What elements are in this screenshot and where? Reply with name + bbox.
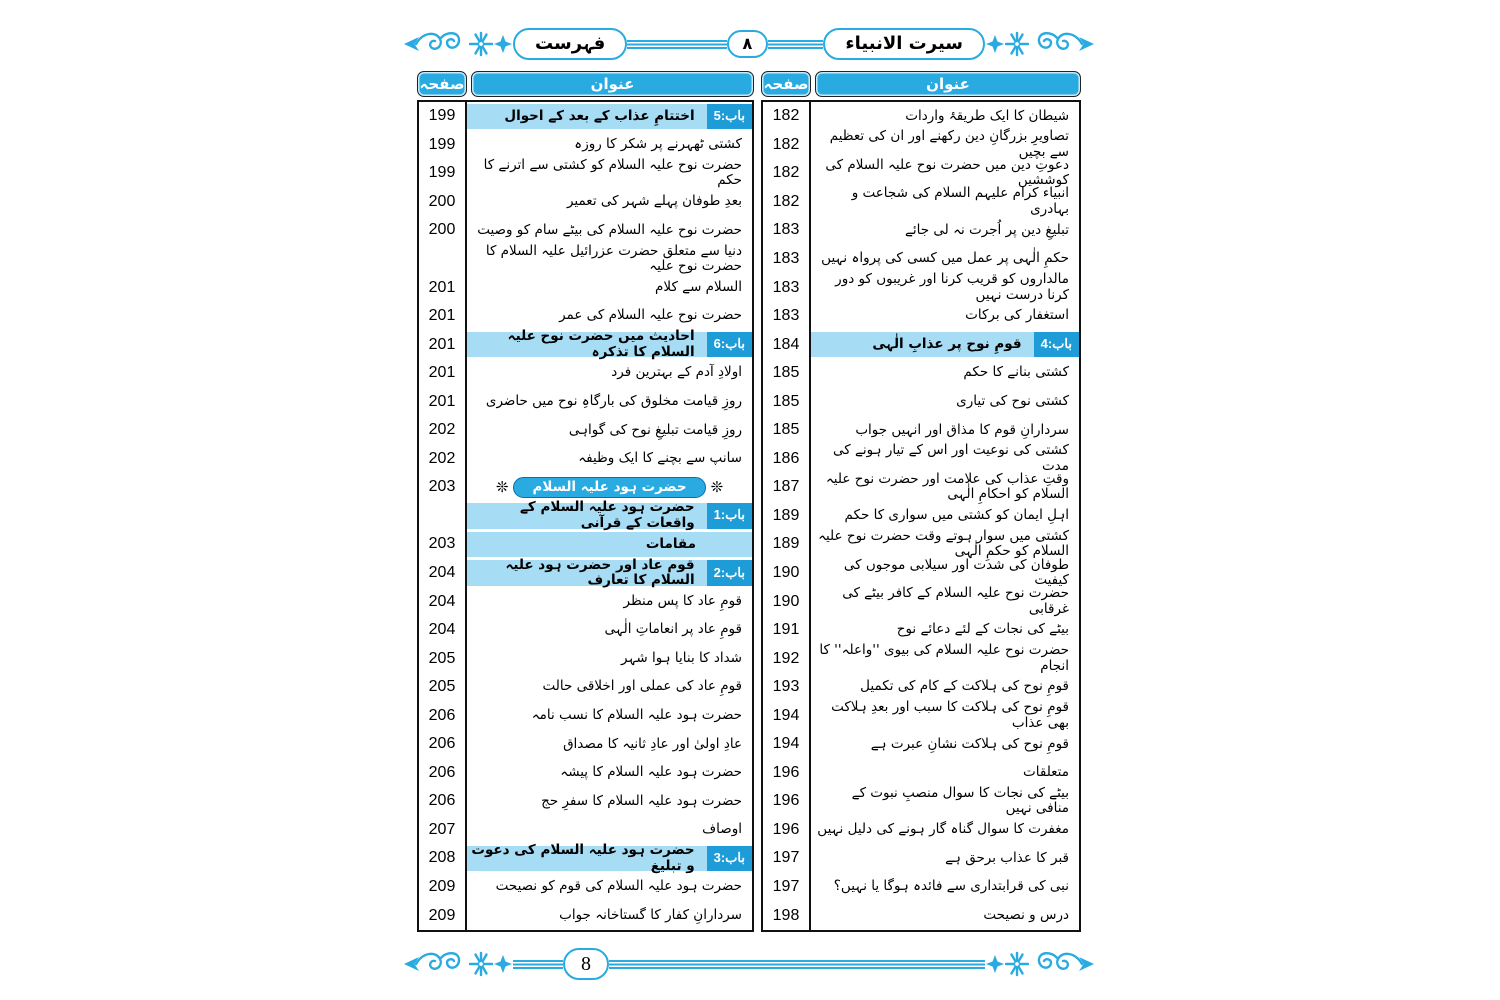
toc-row	[763, 616, 1079, 645]
entry-title: سردارانِ قوم کا مذاق اور انہیں جواب	[855, 421, 1069, 438]
entry-title: اوصاف	[702, 821, 742, 838]
entry-title: کشتی بنانے کا حکم	[963, 364, 1069, 381]
entry-title-cell	[467, 841, 752, 874]
entry-title: عادِ اولیٰ اور عادِ ثانیہ کا مصداق	[563, 735, 742, 752]
toc-columns	[417, 71, 1081, 932]
toc-row	[763, 416, 1079, 445]
entry-title: روزِ قیامت مخلوق کی بارگاہِ نوح میں حاضری	[485, 392, 742, 409]
toc-row	[419, 216, 752, 245]
page-number: 201	[419, 302, 467, 331]
entry-title-cell	[811, 302, 1079, 331]
toc-row	[419, 873, 752, 902]
entry-title-cell	[467, 873, 752, 902]
page-number: 183	[763, 216, 811, 245]
entry-title: قومِ عاد کی عملی اور اخلاقی حالت	[542, 678, 742, 695]
chapter-label: باب:1	[707, 503, 752, 529]
toc-row	[419, 242, 752, 275]
toc-row	[763, 470, 1079, 503]
entry-title: شیطان کا ایک طریقۂ واردات	[905, 107, 1069, 124]
page-number: 205	[419, 644, 467, 673]
chapter-label: باب:5	[707, 104, 752, 130]
toc-row	[419, 787, 752, 816]
page-number: 183	[763, 245, 811, 274]
page-column-header: صفحہ	[417, 71, 467, 97]
toc-row	[763, 502, 1079, 531]
entry-title: مالداروں کو قریب کرنا اور غریبوں کو دور کرنا درست نہیں	[835, 271, 1069, 303]
page-number: 204	[419, 587, 467, 616]
toc-row	[419, 387, 752, 416]
page-number: 184	[763, 330, 811, 359]
entry-title: کشتی ٹھہرنے پر شکر کا روزہ	[574, 136, 742, 153]
toc-row	[419, 499, 752, 531]
entry-title: حضرت ہود علیہ السلام کی قوم کو نصیحت	[495, 878, 742, 895]
entry-title: حضرت نوح علیہ السلام کی بیوی ''واعلہ'' کا انجام	[819, 642, 1069, 674]
title-column-header: عنوان	[815, 71, 1081, 97]
entry-title-cell	[467, 387, 752, 416]
entry-title: حضرت نوح علیہ السلام کی عمر	[559, 307, 742, 324]
toc-row	[763, 128, 1079, 160]
toc-row	[763, 330, 1079, 359]
page-number: 201	[419, 359, 467, 388]
left-column-headers	[417, 71, 754, 97]
toc-row	[763, 587, 1079, 616]
vine-flourish-icon	[403, 28, 513, 60]
entry-title: نبی کی قرابتداری سے فائدہ ہوگا یا نہیں؟	[833, 878, 1069, 895]
entry-title-cell	[467, 156, 752, 189]
entry-title: حکمِ الٰہی پر عمل میں کسی کی پرواہ نہیں	[821, 250, 1069, 267]
entry-title-cell	[811, 556, 1079, 589]
toc-row	[419, 556, 752, 589]
entry-title: احادیث میں حضرت نوح علیہ السلام کا تذکرہ	[507, 328, 695, 360]
page-number: 182	[763, 131, 811, 160]
page-number: 200	[419, 216, 467, 245]
page-number: 200	[419, 188, 467, 217]
entry-title-cell	[467, 673, 752, 702]
entry-title: کشتی کی نوعیت اور اس کے تیار ہونے کی مدت	[833, 442, 1069, 474]
toc-row	[419, 816, 752, 845]
toc-row	[419, 131, 752, 160]
page-number: 197	[763, 873, 811, 902]
page-number: 203	[419, 473, 467, 502]
entry-title: سانپ سے بچنے کا ایک وظیفہ	[578, 450, 742, 467]
page-number: 186	[763, 445, 811, 474]
page-number: 182	[763, 102, 811, 131]
entry-title: سردارانِ کفار کا گستاخانہ جواب	[559, 906, 742, 923]
entry-title-cell	[811, 587, 1079, 616]
toc-row	[419, 587, 752, 616]
entry-title: متعلقات	[1023, 764, 1069, 781]
page-number: 209	[419, 873, 467, 902]
entry-title-cell	[811, 442, 1079, 474]
left-rows	[417, 100, 754, 932]
toc-row	[419, 673, 752, 702]
entry-title-cell	[467, 473, 752, 502]
entry-title-cell	[811, 387, 1079, 416]
entry-title: حضرت نوح علیہ السلام کے کافر بیٹے کی غرقابی	[842, 585, 1069, 617]
entry-title-cell	[811, 332, 1079, 358]
entry-title-cell	[467, 302, 752, 331]
entry-title-cell	[467, 816, 752, 845]
entry-title-cell	[811, 901, 1079, 930]
toc-row	[763, 730, 1079, 759]
entry-title-cell	[467, 242, 752, 275]
page-number: 207	[419, 816, 467, 845]
page-content	[403, 0, 1095, 984]
toc-row	[419, 445, 752, 474]
page-number: 185	[763, 359, 811, 388]
toc-row	[763, 185, 1079, 217]
entry-title: مقامات	[645, 535, 696, 552]
entry-title-cell	[467, 532, 752, 558]
entry-title: درس و نصیحت	[983, 906, 1069, 923]
page-number: 192	[763, 644, 811, 673]
entry-title: طوفان کی شدت اور سیلابی موجوں کی کیفیت	[843, 556, 1069, 589]
page-number: 196	[763, 816, 811, 845]
page-number: 185	[763, 416, 811, 445]
entry-title: وقتِ عذاب کی علامت اور حضرت نوح علیہ السلام کو احکامِ الٰہی	[825, 470, 1069, 503]
toc-row	[763, 442, 1079, 474]
toc-row	[763, 302, 1079, 331]
title-column-header: عنوان	[471, 71, 754, 97]
page-number: 194	[763, 701, 811, 730]
page-number: 187	[763, 473, 811, 502]
page-number: 191	[763, 616, 811, 645]
toc-row	[763, 784, 1079, 817]
entry-title-cell	[811, 784, 1079, 817]
entry-title: بعدِ طوفان پہلے شہر کی تعمیر	[566, 193, 742, 210]
toc-row	[763, 102, 1079, 131]
entry-title-cell	[467, 328, 752, 360]
toc-right-block	[761, 71, 1081, 932]
toc-row	[419, 330, 752, 359]
page-column-header: صفحہ	[761, 71, 811, 97]
entry-title-cell	[811, 156, 1079, 189]
entry-title-cell	[811, 185, 1079, 217]
page-number: 198	[763, 901, 811, 930]
entry-title: بیٹے کی نجات کا سوال منصبِ نبوت کے منافی نہیں	[851, 784, 1069, 817]
entry-title-cell	[467, 759, 752, 788]
toc-row	[763, 816, 1079, 845]
footer-page-number-badge: 8	[563, 948, 609, 980]
page-number: 189	[763, 502, 811, 531]
toc-row	[763, 844, 1079, 873]
toc-row	[419, 616, 752, 645]
entry-title-cell	[811, 128, 1079, 160]
page-number: 206	[419, 730, 467, 759]
toc-row	[419, 841, 752, 874]
page-number: 199	[419, 159, 467, 188]
toc-row	[763, 273, 1079, 302]
fehrist-badge: فہرست	[513, 28, 627, 59]
page-number: 203	[419, 530, 467, 559]
page-number: 206	[419, 787, 467, 816]
entry-title-cell	[467, 901, 752, 930]
toc-row	[763, 527, 1079, 560]
right-rows	[761, 100, 1081, 932]
entry-title-cell	[467, 616, 752, 645]
page-number: 199	[419, 131, 467, 160]
entry-title: اولادِ آدم کے بہترین فرد	[611, 364, 742, 381]
page-number: 196	[763, 759, 811, 788]
page-number: 190	[763, 587, 811, 616]
entry-title-cell	[811, 527, 1079, 560]
entry-title-cell	[467, 587, 752, 616]
page-number	[419, 502, 467, 531]
toc-row	[763, 673, 1079, 702]
entry-title: تبلیغِ دین پر اُجرت نہ لی جائے	[905, 221, 1069, 238]
entry-title-cell	[467, 787, 752, 816]
page-number: 196	[763, 787, 811, 816]
floral-ornament-icon: ❊	[495, 477, 509, 496]
entry-title: السلام سے کلام	[655, 278, 742, 295]
toc-row	[419, 359, 752, 388]
page-number: 183	[763, 273, 811, 302]
toc-row	[419, 416, 752, 445]
entry-title: روزِ قیامت تبلیغِ نوح کی گواہی	[568, 421, 742, 438]
entry-title: قبر کا عذاب برحق ہے	[945, 849, 1069, 866]
entry-title: قومِ نوح کی ہلاکت کے کام کی تکمیل	[860, 678, 1069, 695]
entry-title: مغفرت کا سوال گناہ گار ہونے کی دلیل نہیں	[817, 821, 1069, 838]
entry-title: حضرت ہود علیہ السلام کی دعوت و تبلیغ	[471, 841, 695, 874]
toc-row	[419, 302, 752, 331]
page-number: 209	[419, 901, 467, 930]
entry-title-cell	[811, 616, 1079, 645]
toc-row	[763, 245, 1079, 274]
entry-title: قومِ عاد پر انعاماتِ الٰہی	[604, 621, 742, 638]
entry-title: دنیا سے متعلق حضرت عزرائیل علیہ السلام کا حضرت نوح علیہ	[485, 242, 742, 275]
entry-title-cell	[811, 844, 1079, 873]
entry-title: اختتامِ عذاب کے بعد کے احوال	[504, 107, 695, 124]
entry-title-cell	[811, 273, 1079, 302]
header-ornament-bar	[403, 24, 1095, 64]
page-number: 206	[419, 701, 467, 730]
page-number: 182	[763, 159, 811, 188]
entry-title-cell	[811, 873, 1079, 902]
floral-ornament-icon: ❊	[710, 477, 724, 496]
entry-title: بیٹے کی نجات کے لئے دعائے نوح	[896, 621, 1069, 638]
page-number: 193	[763, 673, 811, 702]
entry-title: کشتی نوح کی تیاری	[956, 392, 1069, 409]
page-number: 190	[763, 559, 811, 588]
entry-title: تصاویرِ بزرگانِ دین رکھنے اور ان کی تعظیم سے بچیں	[829, 128, 1069, 160]
entry-title: قومِ نوح کی ہلاکت نشانِ عبرت ہے	[870, 735, 1069, 752]
vine-flourish-icon	[403, 948, 513, 980]
entry-title-cell	[467, 445, 752, 474]
entry-title: انبیاء کرام علیہم السلام کی شجاعت و بہادری	[851, 185, 1069, 217]
toc-row	[419, 188, 752, 217]
entry-title: حضرت نوح علیہ السلام کو کشتی سے اترنے کا حکم	[483, 156, 742, 189]
vine-flourish-icon	[985, 28, 1095, 60]
entry-title-cell	[811, 701, 1079, 730]
page-number: 183	[763, 302, 811, 331]
toc-row	[419, 759, 752, 788]
entry-title-cell	[467, 359, 752, 388]
entry-title-cell	[467, 216, 752, 245]
page-number: 208	[419, 844, 467, 873]
entry-title: کشتی میں سوار ہوتے وقت حضرت نوح علیہ السلام کو حکمِ الٰہی	[818, 527, 1069, 560]
page-number	[419, 245, 467, 274]
toc-row	[763, 873, 1079, 902]
page-number: 189	[763, 530, 811, 559]
page-number: 201	[419, 273, 467, 302]
ornament-line	[513, 960, 563, 969]
entry-title-cell	[467, 556, 752, 589]
toc-row	[419, 273, 752, 302]
toc-row	[419, 701, 752, 730]
entry-title-cell	[811, 644, 1079, 673]
toc-row	[763, 759, 1079, 788]
toc-row	[763, 644, 1079, 673]
page-number: 202	[419, 445, 467, 474]
ornament-line	[609, 960, 985, 969]
entry-title: قومِ نوح کی ہلاکت کا سبب اور بعدِ ہلاکت بھی عذاب	[831, 699, 1069, 731]
entry-title-cell	[467, 131, 752, 160]
toc-row	[419, 644, 752, 673]
entry-title: شداد کا بنایا ہوا شہر	[621, 649, 742, 666]
toc-row	[763, 901, 1079, 930]
chapter-label: باب:6	[707, 332, 752, 358]
entry-title-cell	[467, 188, 752, 217]
entry-title-cell	[811, 470, 1079, 503]
entry-title-cell	[811, 416, 1079, 445]
page-number: 202	[419, 416, 467, 445]
entry-title-cell	[811, 730, 1079, 759]
entry-title-cell	[467, 416, 752, 445]
entry-title-cell	[467, 499, 752, 531]
toc-row	[419, 901, 752, 930]
chapter-label: باب:3	[707, 846, 752, 872]
page-number: 204	[419, 559, 467, 588]
toc-row	[419, 102, 752, 131]
entry-title-cell	[467, 273, 752, 302]
page-number: 205	[419, 673, 467, 702]
page-number: 182	[763, 188, 811, 217]
page-number: 201	[419, 387, 467, 416]
page-number: 194	[763, 730, 811, 759]
entry-title: حضرت ہود علیہ السلام کا پیشہ	[560, 764, 742, 781]
section-title-badge: حضرت ہود علیہ السلام	[513, 477, 705, 499]
entry-title-cell	[811, 502, 1079, 531]
page-number: 199	[419, 102, 467, 131]
toc-row	[763, 216, 1079, 245]
entry-title-cell	[467, 644, 752, 673]
book-title-badge: سیرت الانبیاء	[823, 28, 985, 59]
entry-title: دعوتِ دین میں حضرت نوح علیہ السلام کی کوششیں	[825, 156, 1069, 189]
entry-title-cell	[811, 359, 1079, 388]
page-number: 185	[763, 387, 811, 416]
entry-title-cell	[811, 816, 1079, 845]
entry-title: قوم عاد اور حضرت ہود علیہ السلام کا تعارف	[505, 556, 695, 589]
entry-title: حضرت ہود علیہ السلام کے واقعات کے قرآنی	[520, 499, 695, 531]
toc-row	[763, 556, 1079, 589]
top-page-number-badge: ۸	[727, 30, 769, 59]
entry-title: قومِ نوح پر عذابِ الٰہی	[872, 335, 1022, 352]
entry-title-cell	[467, 104, 752, 130]
toc-row	[763, 156, 1079, 189]
footer-ornament-bar	[403, 944, 1095, 984]
toc-row	[419, 530, 752, 559]
toc-row	[763, 701, 1079, 730]
entry-title-cell	[811, 216, 1079, 245]
page-number: 197	[763, 844, 811, 873]
toc-row	[763, 387, 1079, 416]
entry-title-cell	[467, 730, 752, 759]
ornament-line	[627, 40, 726, 49]
entry-title: قومِ عاد کا پس منظر	[623, 592, 742, 609]
entry-title: استغفار کی برکات	[965, 307, 1069, 324]
entry-title-cell	[811, 102, 1079, 131]
vine-flourish-icon	[985, 948, 1095, 980]
right-column-headers	[761, 71, 1081, 97]
ornament-line	[768, 40, 823, 49]
page-number: 204	[419, 616, 467, 645]
entry-title: حضرت نوح علیہ السلام کی بیٹے سام کو وصیت	[477, 221, 742, 238]
chapter-label: باب:4	[1034, 332, 1079, 358]
entry-title-cell	[811, 759, 1079, 788]
page-number: 201	[419, 330, 467, 359]
entry-title: حضرت ہود علیہ السلام کا نسب نامہ	[531, 707, 742, 723]
entry-title: اہلِ ایمان کو کشتی میں سواری کا حکم	[844, 507, 1069, 524]
entry-title: حضرت ہود علیہ السلام کا سفرِ حج	[541, 792, 742, 809]
toc-row	[419, 473, 752, 502]
entry-title-cell	[811, 673, 1079, 702]
toc-row	[419, 156, 752, 189]
toc-row	[763, 359, 1079, 388]
toc-row	[419, 730, 752, 759]
chapter-label: باب:2	[707, 560, 752, 586]
entry-title-cell	[467, 701, 752, 730]
toc-left-block	[417, 71, 754, 932]
entry-title-cell	[811, 245, 1079, 274]
page-number: 206	[419, 759, 467, 788]
